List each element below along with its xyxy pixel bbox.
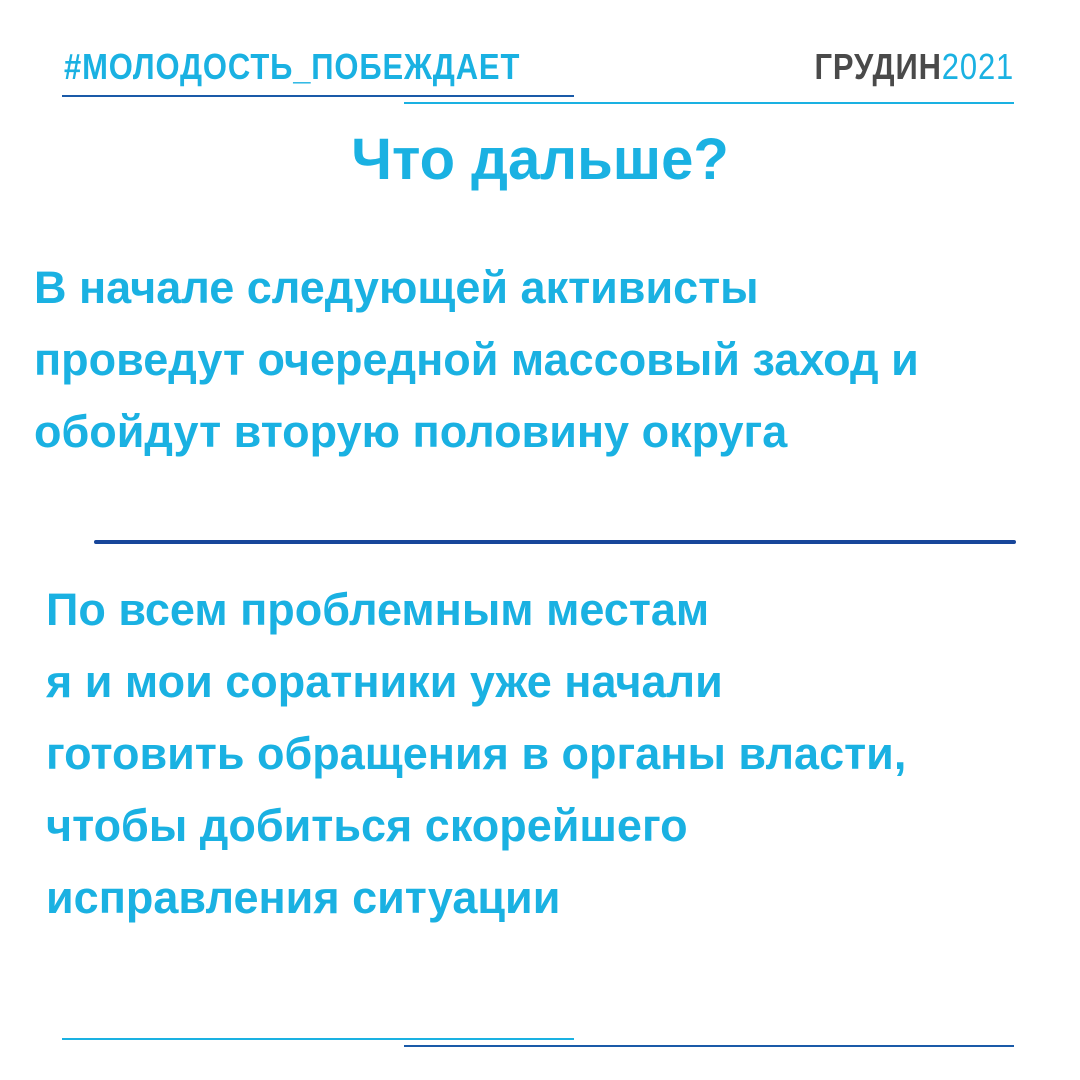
- header-divider-left: [62, 95, 574, 97]
- section-divider: [94, 540, 1016, 544]
- header-divider-right: [404, 102, 1014, 104]
- brand-logo: [814, 46, 1014, 88]
- paragraph-line: чтобы добиться скорейшего: [46, 800, 688, 851]
- paragraph-line: В начале следующей активисты: [34, 262, 759, 313]
- hashtag-text: #МОЛОДОСТЬ_ПОБЕЖДАЕТ: [64, 46, 521, 87]
- paragraph-line: По всем проблемным местам: [46, 584, 710, 635]
- footer-divider-left: [62, 1038, 574, 1040]
- paragraph-appeals: [46, 574, 906, 934]
- paragraph-line: исправления ситуации: [46, 872, 561, 923]
- brand-name: ГРУДИН: [814, 46, 942, 87]
- footer-divider-right: [404, 1045, 1014, 1047]
- paragraph-line: обойдут вторую половину округа: [34, 406, 788, 457]
- paragraph-line: я и мои соратники уже начали: [46, 656, 723, 707]
- paragraph-line: готовить обращения в органы власти,: [46, 728, 907, 779]
- paragraph-next-steps: [34, 252, 919, 468]
- brand-year: 2021: [941, 46, 1014, 87]
- paragraph-line: проведут очередной массовый заход и: [34, 334, 919, 385]
- page-title: Что дальше?: [351, 127, 729, 192]
